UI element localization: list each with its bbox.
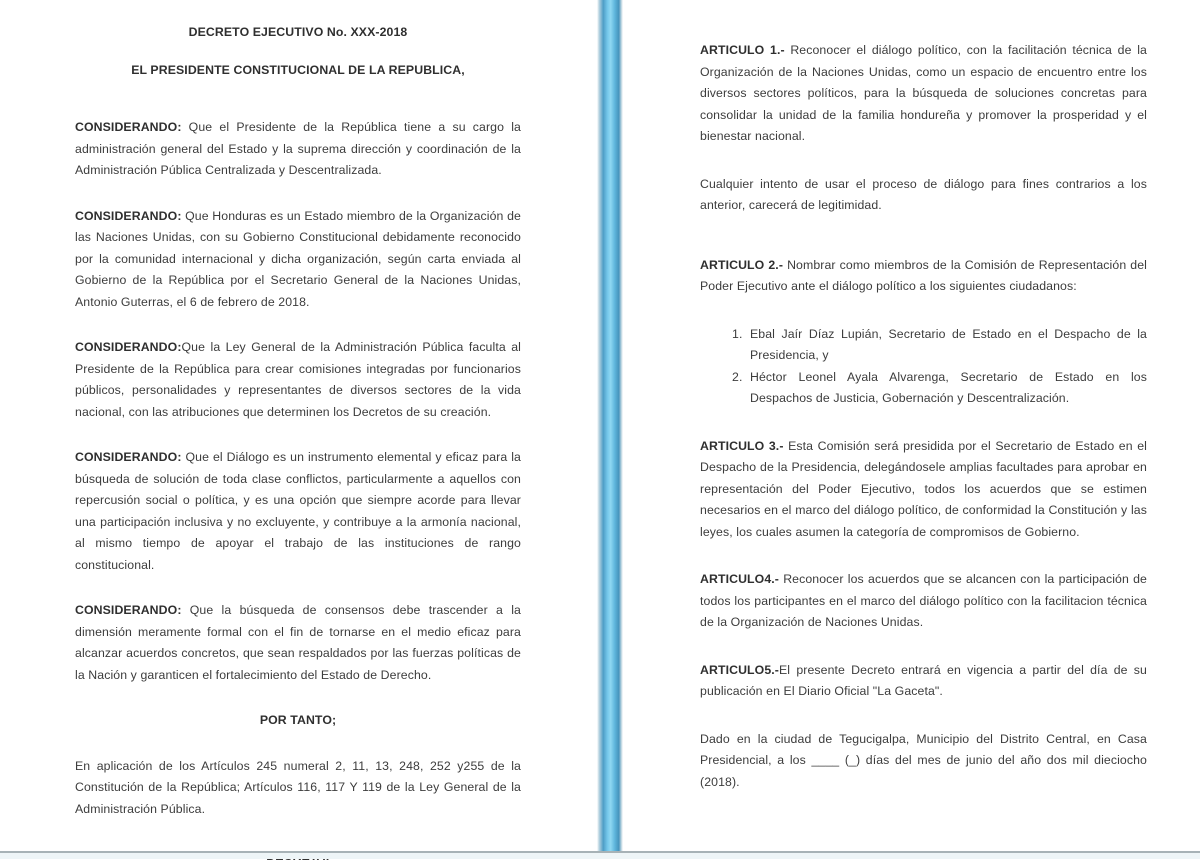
articulo-1 bbox=[700, 40, 1147, 148]
signing-clause: Dado en la ciudad de Tegucigalpa, Municipio del Distrito Central, en Casa Presidencial, a los ____ (_) días del mes de junio del año dos mil dieciocho (2018). bbox=[700, 731, 1147, 789]
considerando-2 bbox=[75, 206, 521, 314]
paragraph-lead: CONSIDERANDO: bbox=[75, 208, 182, 223]
list-item: 2. Héctor Leonel Ayala Alvarenga, Secretario de Estado en los Despachos de Justicia, Gobernación y Descentralización. bbox=[746, 367, 1147, 410]
articulo-1-addendum: Cualquier intento de usar el proceso de diálogo para fines contrarios a los anterior, carecerá de legitimidad. bbox=[700, 176, 1147, 212]
decree-number-title: DECRETO EJECUTIVO No. XXX-2018 bbox=[188, 25, 408, 39]
articulo-5 bbox=[700, 660, 1147, 703]
paragraph-text: El presente Decreto entrará en vigencia a partir del día de su publicación en El Diario Oficial "La Gaceta". bbox=[700, 662, 1147, 698]
paragraph-lead: CONSIDERANDO: bbox=[75, 450, 182, 464]
articulo-2 bbox=[700, 255, 1147, 298]
paragraph-lead: CONSIDERANDO: bbox=[75, 340, 182, 354]
paragraph-text: Que la búsqueda de consensos debe trascender a la dimensión meramente formal con el fin de tornarse en el medio eficaz para alcanzar acuerdos concretos, que sean respaldados por las fuerzas políticas de la Nación y garanticen el fortalecimiento del Estado de Derecho. bbox=[75, 603, 521, 682]
paragraph-text: Reconocer el diálogo político, con la facilitación técnica de la Organización de la Naciones Unidas, como un espacio de encuentro entre los diversos sectores políticos, para la búsqueda de soluciones concretas para consolidar la unidad de la familia hondureña y promover la prosperidad y el bienestar nacional. bbox=[700, 43, 1147, 143]
paragraph-text: Reconocer los acuerdos que se alcancen con la participación de todos los participantes en el marco del diálogo político con la facilitacion técnica de la Organización de Naciones Unidas. bbox=[700, 572, 1147, 629]
paragraph-lead: ARTICULO 2.- bbox=[700, 257, 784, 272]
member-list bbox=[700, 324, 1147, 410]
por-tanto-heading: POR TANTO; bbox=[259, 713, 337, 727]
considerando-1 bbox=[75, 117, 521, 182]
paragraph-text: Nombrar como miembros de la Comisión de Representación del Poder Ejecutivo ante el diálogo político a los siguientes ciudadanos: bbox=[700, 257, 1148, 293]
articulo-4 bbox=[700, 569, 1147, 634]
issuer-title: EL PRESIDENTE CONSTITUCIONAL DE LA REPUBLICA, bbox=[131, 62, 465, 77]
paragraph-text: Que el Presidente de la República tiene a su cargo la administración general del Estado y la suprema dirección y coordinación de la Administración Pública Centralizada y Descentralizada. bbox=[75, 120, 521, 177]
paragraph-lead: ARTICULO 1.- bbox=[700, 43, 785, 57]
paragraph-lead: ARTICULO5.- bbox=[700, 662, 779, 677]
paragraph-text: Esta Comisión será presidida por el Secretario de Estado en el Despacho de la Presidencia, delegándosele amplias facultades para aprobar en representación del Poder Ejecutivo, todos los acuerdos que se estimen necesarios en el marco del diálogo político, de conformidad la Constitución y las leyes, los cuales asumen la categoría de compromisos de Gobierno. bbox=[700, 438, 1147, 539]
page-left bbox=[75, 0, 521, 868]
considerando-3 bbox=[75, 337, 521, 423]
paragraph-lead: ARTICULO 3.- bbox=[700, 438, 784, 453]
legal-basis: En aplicación de los Artículos 245 numeral 2, 11, 13, 248, 252 y255 de la Constitución de la República; Artículos 116, 117 Y 119 de la Ley General de la Administración Pública. bbox=[75, 758, 521, 816]
bottom-strip bbox=[0, 853, 1200, 859]
list-item: 1. Ebal Jaír Díaz Lupián, Secretario de Estado en el Despacho de la Presidencia, y bbox=[746, 324, 1147, 367]
paragraph-lead: ARTICULO4.- bbox=[700, 572, 779, 586]
articulo-3 bbox=[700, 436, 1147, 544]
page-right bbox=[700, 0, 1147, 793]
paragraph-text: Que la Ley General de la Administración Pública faculta al Presidente de la República para crear comisiones integradas por funcionarios públicos, personalidades y representantes de diversos sectores de la vida nacional, con las atribuciones que determinen los Decretos de su creación. bbox=[75, 340, 521, 419]
paragraph-lead: CONSIDERANDO: bbox=[75, 603, 182, 617]
page-divider bbox=[597, 0, 623, 852]
paragraph-text: Que el Diálogo es un instrumento elemental y eficaz para la búsqueda de solución de toda clase conflictos, particularmente a aquellos con repercusión social o política, y es una opción que siempre acorde para llevar una participación inclusiva y no excluyente, y contribuye a la armonía nacional, al mismo tiempo de apoyar el trabajo de las instituciones de rango constitucional. bbox=[75, 450, 521, 572]
considerando-4 bbox=[75, 447, 521, 576]
paragraph-lead: CONSIDERANDO: bbox=[75, 120, 182, 134]
paragraph-text: Que Honduras es un Estado miembro de la Organización de las Naciones Unidas, con su Gobierno Constitucional debidamente reconocido por la comunidad internacional y dicha organización, según carta enviada al Gobierno de la República por el Secretario General de la Naciones Unidas, Antonio Guterras, el 6 de febrero de 2018. bbox=[75, 208, 521, 309]
considerando-5 bbox=[75, 600, 521, 686]
